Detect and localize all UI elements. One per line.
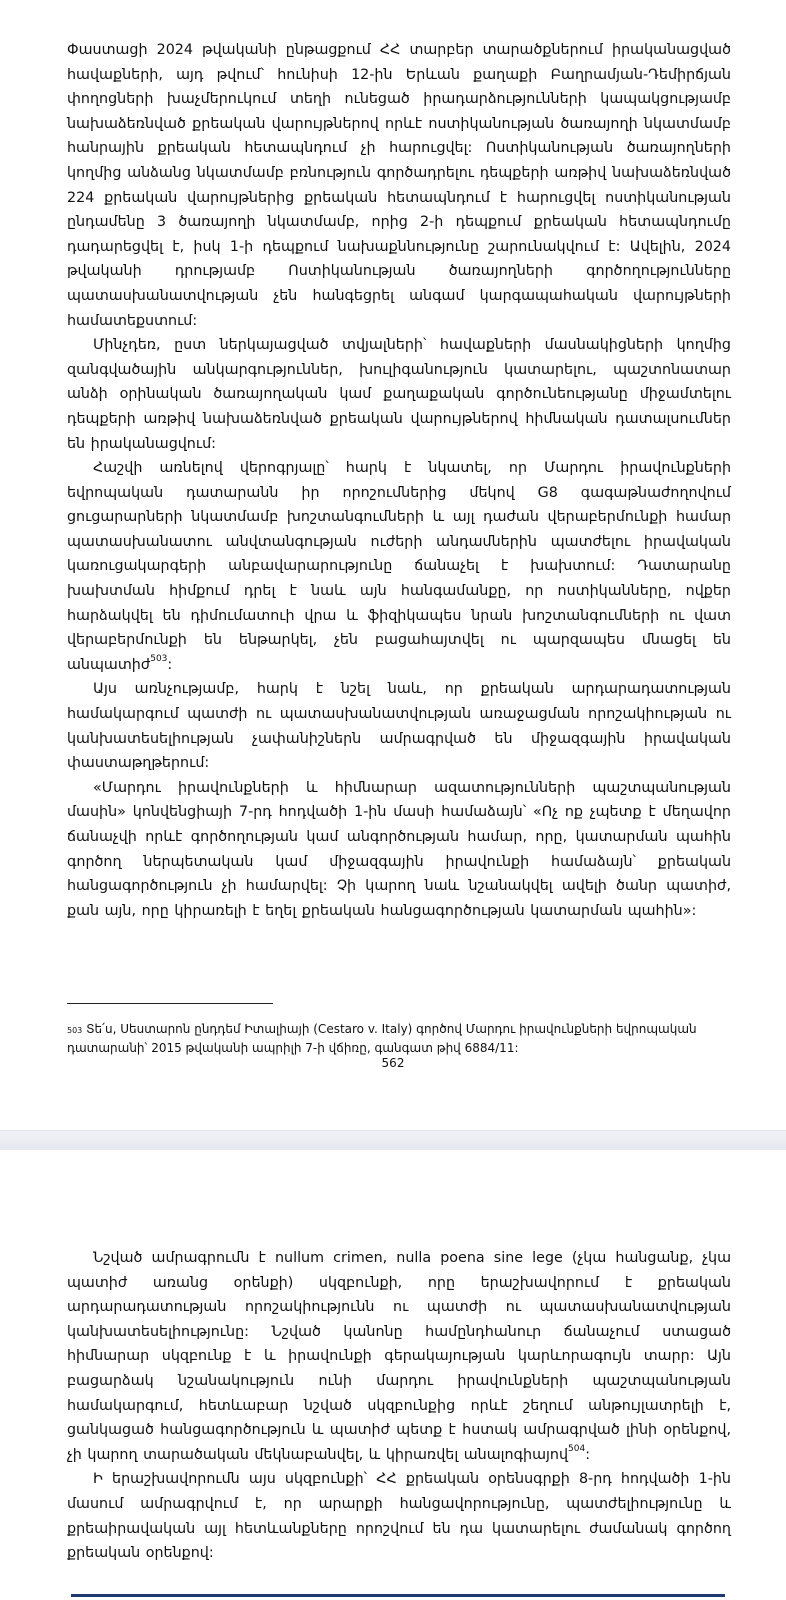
paragraph-tail: : bbox=[167, 656, 173, 673]
document-page-next bbox=[0, 1150, 786, 1600]
body-text bbox=[67, 38, 731, 923]
footnote-text: Տե՛ս, Սեստարոն ընդդեմ Իտալիայի (Cestaro v. Italy) գործով Մարդու իրավունքների եվրոպական դատարանի՝ 2015 թվականի ապրիլի 7-ի վճիռը, գանգատ թիվ 6884/11: bbox=[67, 1022, 697, 1055]
paragraph: Մինչդեռ, ըստ ներկայացված տվյալների՝ հավաքների մասնակիցների կողմից զանգվածային անկարգություններ, խուլիգանություն կատարելու, պաշտոնատար անձի օրինական ծառայողական կամ քաղաքական գործունեությանը միջամտելու դեպքերի առթիվ նախաձեռնված քրեական վարույթներով հիմնական դատալսումներ են իրականացվում: bbox=[67, 337, 731, 452]
page-separator bbox=[0, 1130, 786, 1152]
paragraph: «Մարդու իրավունքների և հիմնարար ազատությունների պաշտպանության մասին» կոնվենցիայի 7-րդ հոդվածի 1-ին մասի համաձայն՝ «Ոչ ոք չպետք է մեղավոր ճանաչվի որևէ գործողության կամ անգործության համար, որը, կատարման պահին գործող ներպետական կամ միջազգային իրավունքի համաձայն՝ քրեական հանցագործություն չի համարվել: Չի կարող նաև նշանակվել ավելի ծանր պատիժ, քան այն, որը կիրառելի է եղել քրեական հանցագործության կատարման պահին»: bbox=[67, 779, 731, 919]
paragraph bbox=[67, 456, 731, 677]
section-header-rule bbox=[71, 1594, 725, 1597]
page-number: 562 bbox=[381, 1056, 405, 1070]
paragraph-text: Նշված ամրագրումն է nullum crimen, nulla poena sine lege (չկա հանցանք, չկա պատիժ առանց օրենքի) սկզբունքի, որը երաշխավորում է քրեական արդարադատության որոշակիությունն ու պատժի ու պատասխանատվության կանխատեսելիությունը: Նշված կանոնը համընդհանուր ճանաչում ստացած հիմնարար սկզբունք է և իրավունքի գերակայության կարևորագույն տարր: Այն բացարձակ նշանակություն ունի մարդու իրավունքների պաշտպանության համակարգում, հետևաբար նշված սկզբունքից որևէ շեղում անթույլատրելի է, ցանկացած հանցագործություն և պատիժ պետք է հստակ ամրագրված լինի օրենքով, չի կարող տարածական մեկնաբանվել, և կիրառվել անալոգիայով bbox=[67, 1250, 731, 1463]
body-text bbox=[67, 1246, 731, 1566]
paragraph-tail: : bbox=[585, 1446, 591, 1463]
paragraph: Ի երաշխավորումն այս սկզբունքի՝ ՀՀ քրեական օրենսգրքի 8-րդ հոդվածի 1-ին մասում ամրագրվում է, որ արարքի հանցավորությունը, պատժելիությունը և քրեաիրավական այլ հետևանքները որոշվում են դա կատարելու ժամանակ գործող քրեական օրենքով: bbox=[67, 1471, 731, 1562]
footnote-reference[interactable]: 503 bbox=[150, 653, 168, 664]
paragraph-text: Հաշվի առնելով վերոգրյալը՝ հարկ է նկատել, որ Մարդու իրավունքների եվրոպական դատարանն իր որոշումներից մեկով G8 գագաթնաժողովում ցուցարարների նկատմամբ խոշտանգումների և այլ դաժան վերաբերմունքի համար պատասխանատու անվտանգության ուժերի անդամներին պատժելու իրավական կառուցակարգերի անբավարարությունը ճանաչել է խախտում: Դատարանը խախտման հիմքում դրել է նաև այն հանգամանքը, որ ոստիկանները, ովքեր հարձակվել են դիմումատուի վրա և ֆիզիկապես նրան խոշտանգումների ու վատ վերաբերմունքի են ենթարկել, չեն բացահայտվել ու պարզապես մնացել են անպատիժ bbox=[67, 460, 731, 673]
paragraph bbox=[67, 1246, 731, 1467]
footnote bbox=[67, 1020, 731, 1058]
paragraph: Փաստացի 2024 թվականի ընթացքում ՀՀ տարբեր տարածքներում իրականացված հավաքների, այդ թվում՝ հունիսի 12-ին Երևան քաղաքի Բաղրամյան-Դեմիրճյան փողոցների խաչմերուկում տեղի ունեցած իրադարձությունների կապակցությամբ նախաձեռնված քրեական վարույթներով որևէ ոստիկանության ծառայողի նկատմամբ հանրային քրեական հետապնդում չի հարուցվել: Ոստիկանության ծառայողների կողմից անձանց նկատմամբ բռնություն գործադրելու դեպքերի առթիվ նախաձեռնված 224 քրեական վարույթներից քրեական հետապնդում է հարուցվել ոստիկանության ընդամենը 3 ծառայողի նկատմամբ, որից 2-ի դեպքում քրեական հետապնդումը դադարեցվել է, իսկ 1-ի դեպքում նախաքննությունը շարունակվում է: Ավելին, 2024 թվականի դրությամբ Ոստիկանության ծառայողների գործողությունները պատասխանատվության չեն հանգեցրել անգամ կարգապահական վարույթների համատեքստում: bbox=[67, 42, 731, 329]
footnote-separator bbox=[67, 1003, 273, 1004]
footnote-reference[interactable]: 504 bbox=[568, 1443, 586, 1454]
footnote-number: 503 bbox=[67, 1026, 83, 1035]
paragraph: Այս առնչությամբ, հարկ է նշել նաև, որ քրեական արդարադատության համակարգում պատժի ու պատասխանատվության առաջացման որոշակիության ու կանխատեսելիության չափանիշներն ամրագրված են միջազգային իրավական փաստաթղթերում: bbox=[67, 681, 731, 772]
